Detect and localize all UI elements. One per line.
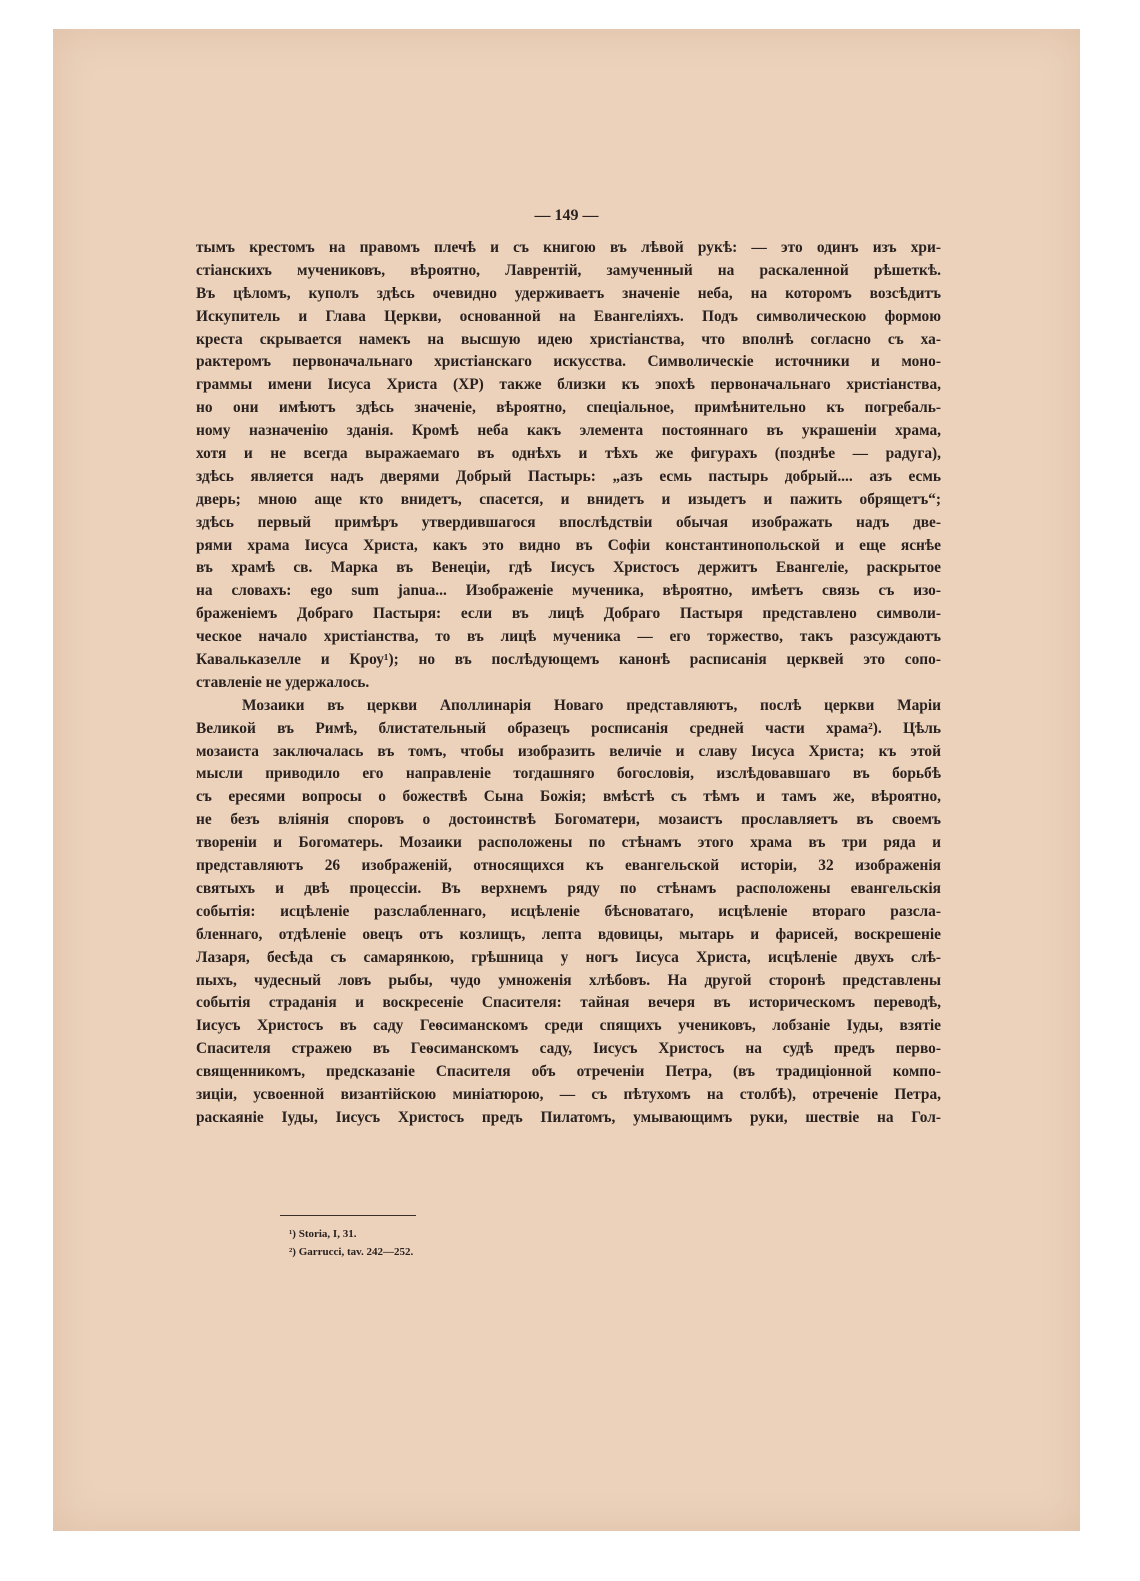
text-line: Спасителя стражею въ Геѳсиманскомъ саду, Іисусъ Христосъ на судѣ предъ перво- xyxy=(196,1040,941,1058)
text-line: ческое начало христіанства, то въ лицѣ мученика — его торжество, такъ разсуждаютъ xyxy=(196,628,941,646)
text-line: съ ересями вопросы о божествѣ Сына Божія; вмѣстѣ съ тѣмъ и тамъ же, вѣроятно, xyxy=(196,788,941,806)
text-line: Лазаря, бесѣда съ самарянкою, грѣшница у ногъ Іисуса Христа, исцѣленіе двухъ слѣ- xyxy=(196,948,941,966)
body-text xyxy=(196,237,941,1130)
page-number: — 149 — xyxy=(534,207,599,224)
text-line: дверь; мною аще кто внидетъ, спасется, и внидетъ и изыдетъ и пажить обрящетъ“; xyxy=(196,490,941,508)
text-line: Искупитель и Глава Церкви, основанной на Евангеліяхъ. Подъ символическою формою xyxy=(196,307,941,325)
text-line: мозаиста заключалась въ томъ, чтобы изобразить величіе и славу Іисуса Христа; къ этой xyxy=(196,742,941,760)
text-line: Въ цѣломъ, куполъ здѣсь очевидно удерживаетъ значеніе неба, на которомъ возсѣдитъ xyxy=(196,284,941,302)
document-page xyxy=(53,29,1080,1531)
text-line: представляютъ 26 изображеній, относящихся къ евангельской исторіи, 32 изображенія xyxy=(196,857,941,875)
footnotes xyxy=(289,1225,413,1261)
text-line: Іисусъ Христосъ въ саду Геѳсиманскомъ среди спящихъ учениковъ, лобзаніе Іуды, взятіе xyxy=(196,1017,941,1035)
text-line: браженіемъ Добраго Пастыря: если въ лицѣ Добраго Пастыря представлено символи- xyxy=(196,605,941,623)
text-line: креста скрывается намекъ на высшую идею христіанства, что вполнѣ согласно съ ха- xyxy=(196,330,941,348)
text-line: раскаяніе Іуды, Іисусъ Христосъ предъ Пилатомъ, умывающимъ руки, шествіе на Гол- xyxy=(196,1108,941,1126)
footnote-divider xyxy=(280,1215,416,1216)
text-line: пыхъ, чудесный ловъ рыбы, чудо умноженія хлѣбовъ. На другой сторонѣ представлены xyxy=(196,971,941,989)
text-line: Мозаики въ церкви Аполлинарія Новаго представляютъ, послѣ церкви Маріи xyxy=(242,696,941,714)
text-line: событія: исцѣленіе разслабленнаго, исцѣленіе бѣсноватаго, исцѣленіе втораго разсла- xyxy=(196,902,941,920)
text-line: мысли приводило его направленіе тогдашняго богословія, изслѣдовавшаго въ борьбѣ xyxy=(196,765,941,783)
footnote-2: ²) Garrucci, tav. 242—252. xyxy=(289,1246,414,1258)
text-line: стіанскихъ мучениковъ, вѣроятно, Лаврентій, замученный на раскаленной рѣшеткѣ. xyxy=(196,261,941,279)
text-line: твореніи и Богоматерь. Мозаики расположены по стѣнамъ этого храма въ три ряда и xyxy=(196,834,941,852)
text-line: Великой въ Римѣ, блистательный образецъ росписанія средней части храма²). Цѣль xyxy=(196,719,941,737)
text-line: священникомъ, предсказаніе Спасителя объ отреченіи Петра, (въ традиціонной компо- xyxy=(196,1063,941,1081)
text-line: здѣсь первый примѣръ утвердившагося впослѣдствіи обычая изображать надъ две- xyxy=(196,513,941,531)
text-line: рями храма Іисуса Христа, какъ это видно въ Софіи константинопольской и еще яснѣе xyxy=(196,536,941,554)
text-line: тымъ крестомъ на правомъ плечѣ и съ книгою въ лѣвой рукѣ: — это одинъ изъ хри- xyxy=(196,239,941,256)
text-line: въ храмѣ св. Марка въ Венеціи, гдѣ Іисусъ Христосъ держитъ Евангеліе, раскрытое xyxy=(196,559,941,577)
text-line: святыхъ и двѣ процессіи. Въ верхнемъ ряду по стѣнамъ расположены евангельскія xyxy=(196,879,941,897)
text-line: на словахъ: ego sum janua... Изображеніе мученика, вѣроятно, имѣетъ связь съ изо- xyxy=(196,582,941,600)
text-line: ному назначенію зданія. Кромѣ неба какъ элемента постояннаго въ украшеніи храма, xyxy=(196,422,941,440)
text-line: бленнаго, отдѣленіе овецъ отъ козлищъ, лепта вдовицы, мытарь и фарисей, воскрешеніе xyxy=(196,925,941,943)
text-line: Кавальказелле и Кроу¹); но въ послѣдующемъ канонѣ расписанія церквей это сопо- xyxy=(196,651,941,669)
text-line: здѣсь является надъ дверями Добрый Пастырь: „азъ есмь пастырь добрый.... азъ есмь xyxy=(196,467,941,485)
text-line: не безъ вліянія споровъ о достоинствѣ Богоматери, мозаистъ прославляетъ въ своемъ xyxy=(196,811,941,829)
text-line: рактеромъ первоначальнаго христіанскаго искусства. Символическіе источники и моно- xyxy=(196,353,941,371)
text-line: ставленіе не удержалось. xyxy=(196,673,370,691)
text-line: зиціи, усвоенной византійскою миніатюрою, — съ пѣтухомъ на столбѣ), отреченіе Петра, xyxy=(196,1085,941,1103)
footnote-1: ¹) Storia, I, 31. xyxy=(289,1228,357,1240)
text-line: событія страданія и воскресеніе Спасителя: тайная вечеря въ историческомъ переводѣ, xyxy=(196,994,941,1012)
text-line: хотя и не всегда выражаемаго въ однѣхъ и тѣхъ же фигурахъ (позднѣе — радуга), xyxy=(196,445,941,463)
text-line: но они имѣютъ здѣсь значеніе, вѣроятно, спеціальное, примѣнительно къ погребаль- xyxy=(196,399,941,417)
text-line: граммы имени Іисуса Христа (XP) также близки къ эпохѣ первоначальнаго христіанства, xyxy=(196,376,941,394)
